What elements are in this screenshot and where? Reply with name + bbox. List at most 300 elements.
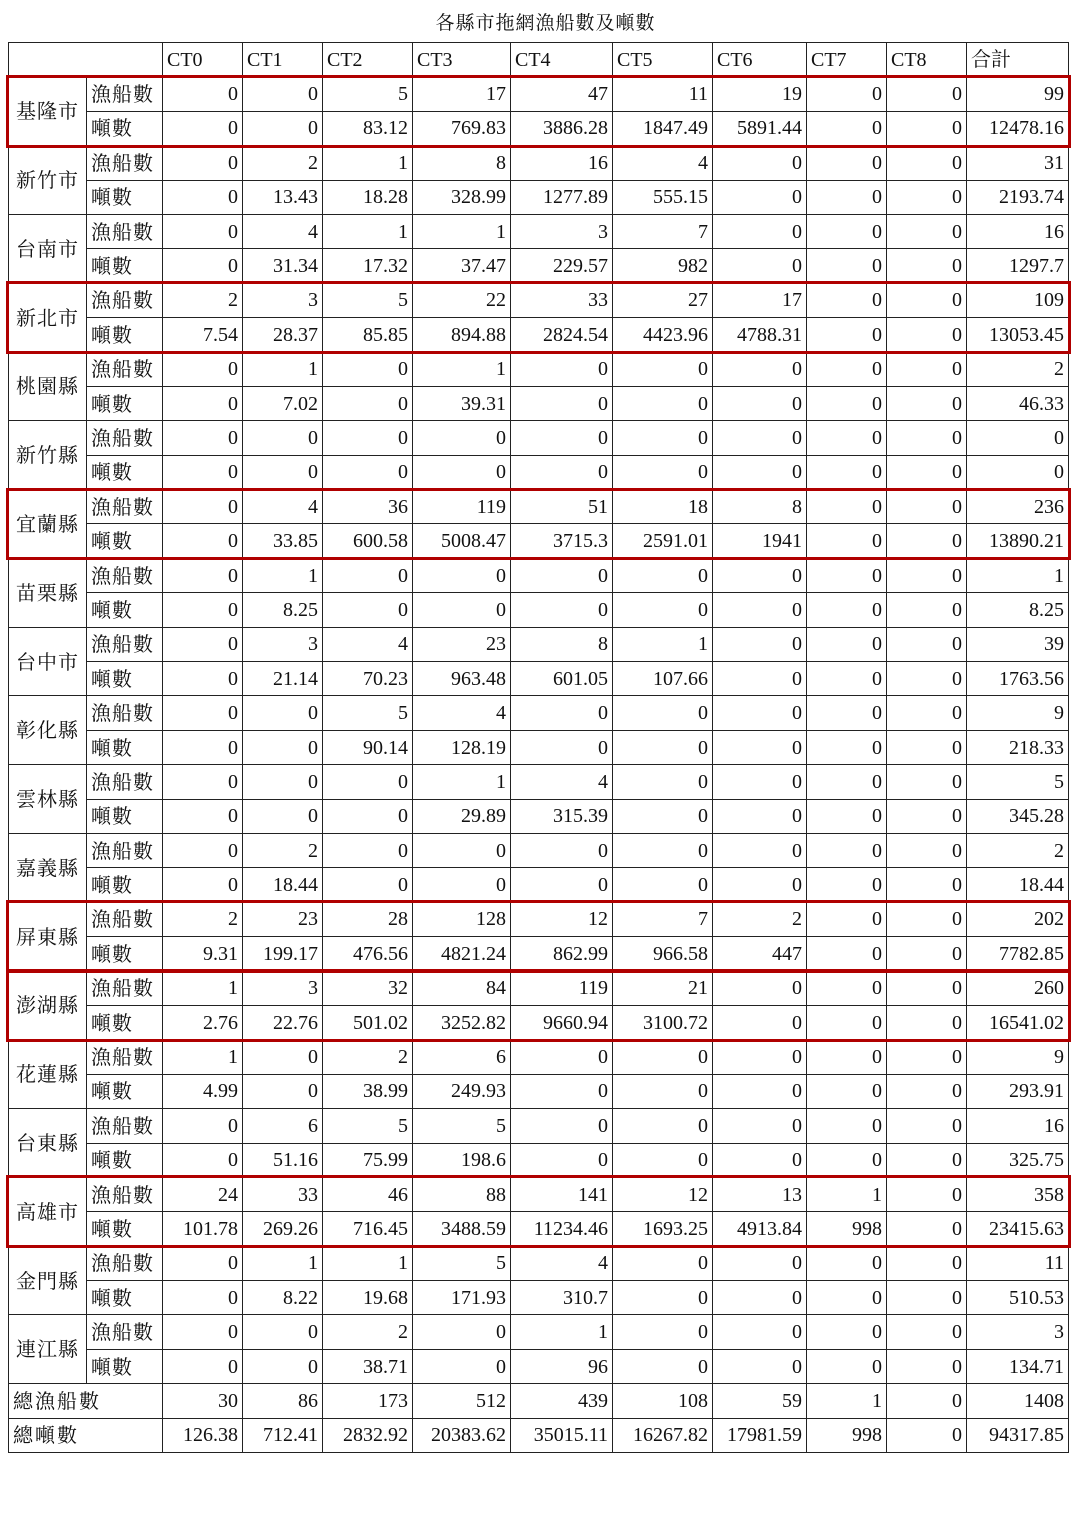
tonnage-cell: 0 <box>713 1281 807 1315</box>
tonnage-cell: 310.7 <box>511 1281 613 1315</box>
boat-count-cell: 51 <box>511 490 613 524</box>
tonnage-cell: 23415.63 <box>967 1212 1069 1246</box>
tonnage-cell: 2.76 <box>163 1005 243 1039</box>
tonnage-cell: 0 <box>323 455 413 489</box>
metric-label-boats: 漁船數 <box>87 833 163 867</box>
tonnage-cell: 0 <box>887 180 967 214</box>
county-name: 屏東縣 <box>9 902 87 971</box>
boat-count-cell: 23 <box>243 902 323 936</box>
tonnage-cell: 18.44 <box>967 868 1069 902</box>
boat-count-cell: 16 <box>967 214 1069 248</box>
boat-count-cell: 0 <box>613 765 713 799</box>
boat-count-cell: 4 <box>243 214 323 248</box>
boat-count-cell: 0 <box>323 765 413 799</box>
tonnage-cell: 0 <box>243 1349 323 1383</box>
table-row <box>9 214 1069 248</box>
tonnage-cell: 1941 <box>713 524 807 558</box>
tonnage-cell: 0 <box>511 868 613 902</box>
metric-label-tons: 噸數 <box>87 937 163 971</box>
column-header: CT3 <box>413 43 511 77</box>
tonnage-cell: 447 <box>713 937 807 971</box>
table-row <box>9 833 1069 867</box>
tonnage-cell: 51.16 <box>243 1143 323 1177</box>
column-header: CT2 <box>323 43 413 77</box>
metric-label-boats: 漁船數 <box>87 558 163 592</box>
tonnage-cell: 601.05 <box>511 662 613 696</box>
tonnage-cell: 0 <box>163 455 243 489</box>
boat-count-cell: 0 <box>887 1040 967 1074</box>
table-row <box>9 1281 1069 1315</box>
boat-count-cell: 8 <box>713 490 807 524</box>
tonnage-cell: 4.99 <box>163 1074 243 1108</box>
boat-count-cell: 0 <box>511 558 613 592</box>
table-row <box>9 77 1069 111</box>
total-cell: 512 <box>413 1384 511 1418</box>
metric-label-boats: 漁船數 <box>87 421 163 455</box>
tonnage-cell: 0 <box>613 1349 713 1383</box>
boat-count-cell: 12 <box>613 1177 713 1211</box>
county-name: 桃園縣 <box>9 352 87 421</box>
tonnage-cell: 13.43 <box>243 180 323 214</box>
tonnage-cell: 4423.96 <box>613 318 713 352</box>
tonnage-cell: 8.22 <box>243 1281 323 1315</box>
tonnage-cell: 37.47 <box>413 249 511 283</box>
tonnage-cell: 0 <box>613 593 713 627</box>
tonnage-cell: 0 <box>967 455 1069 489</box>
total-row <box>9 1384 1069 1418</box>
boat-count-cell: 0 <box>613 1109 713 1143</box>
boat-count-cell: 7 <box>613 902 713 936</box>
tonnage-cell: 0 <box>163 524 243 558</box>
tonnage-cell: 0 <box>713 1005 807 1039</box>
total-cell: 439 <box>511 1384 613 1418</box>
boat-count-cell: 0 <box>163 833 243 867</box>
table-row <box>9 1005 1069 1039</box>
column-header: CT8 <box>887 43 967 77</box>
metric-label-boats: 漁船數 <box>87 696 163 730</box>
metric-label-tons: 噸數 <box>87 662 163 696</box>
tonnage-cell: 0 <box>807 318 887 352</box>
tonnage-cell: 0 <box>887 662 967 696</box>
boat-count-cell: 358 <box>967 1177 1069 1211</box>
county-name: 連江縣 <box>9 1315 87 1384</box>
boat-count-cell: 1 <box>243 558 323 592</box>
metric-label-boats: 漁船數 <box>87 283 163 317</box>
boat-count-cell: 1 <box>323 214 413 248</box>
boat-count-cell: 260 <box>967 971 1069 1005</box>
boat-count-cell: 1 <box>807 1177 887 1211</box>
boat-count-cell: 36 <box>323 490 413 524</box>
tonnage-cell: 0 <box>243 111 323 145</box>
boat-count-cell: 1 <box>413 352 511 386</box>
column-header: CT7 <box>807 43 887 77</box>
tonnage-cell: 0 <box>163 180 243 214</box>
tonnage-cell: 0 <box>807 1143 887 1177</box>
tonnage-cell: 2824.54 <box>511 318 613 352</box>
boat-count-cell: 0 <box>807 146 887 180</box>
column-header: CT5 <box>613 43 713 77</box>
tonnage-cell: 199.17 <box>243 937 323 971</box>
boat-count-cell: 47 <box>511 77 613 111</box>
boat-count-cell: 0 <box>887 627 967 661</box>
boat-count-cell: 0 <box>807 421 887 455</box>
tonnage-cell: 0 <box>613 1143 713 1177</box>
tonnage-cell: 0 <box>613 868 713 902</box>
boat-count-cell: 1 <box>967 558 1069 592</box>
table-row <box>9 421 1069 455</box>
boat-count-cell: 1 <box>323 1246 413 1280</box>
boat-count-cell: 5 <box>323 283 413 317</box>
tonnage-cell: 0 <box>713 386 807 420</box>
column-header: CT1 <box>243 43 323 77</box>
boat-count-cell: 5 <box>413 1246 511 1280</box>
boat-count-cell: 32 <box>323 971 413 1005</box>
boat-count-cell: 0 <box>887 421 967 455</box>
table-row <box>9 1212 1069 1246</box>
boat-count-cell: 0 <box>163 490 243 524</box>
boat-count-cell: 46 <box>323 1177 413 1211</box>
boat-count-cell: 2 <box>243 146 323 180</box>
table-row <box>9 799 1069 833</box>
boat-count-cell: 16 <box>967 1109 1069 1143</box>
tonnage-cell: 4913.84 <box>713 1212 807 1246</box>
boat-count-cell: 0 <box>511 1040 613 1074</box>
tonnage-cell: 16541.02 <box>967 1005 1069 1039</box>
boat-count-cell: 0 <box>887 833 967 867</box>
tonnage-cell: 0 <box>887 318 967 352</box>
boat-count-cell: 31 <box>967 146 1069 180</box>
tonnage-cell: 85.85 <box>323 318 413 352</box>
boat-count-cell: 24 <box>163 1177 243 1211</box>
metric-label-tons: 噸數 <box>87 1143 163 1177</box>
tonnage-cell: 7782.85 <box>967 937 1069 971</box>
metric-label-tons: 噸數 <box>87 180 163 214</box>
tonnage-cell: 0 <box>713 799 807 833</box>
tonnage-cell: 315.39 <box>511 799 613 833</box>
tonnage-cell: 0 <box>807 730 887 764</box>
boat-count-cell: 0 <box>887 696 967 730</box>
tonnage-cell: 0 <box>163 1349 243 1383</box>
boat-count-cell: 0 <box>807 833 887 867</box>
boat-count-cell: 1 <box>243 352 323 386</box>
tonnage-cell: 3715.3 <box>511 524 613 558</box>
boat-count-cell: 0 <box>713 1246 807 1280</box>
tonnage-cell: 0 <box>887 799 967 833</box>
table-row <box>9 937 1069 971</box>
boat-count-cell: 0 <box>163 558 243 592</box>
metric-label-boats: 漁船數 <box>87 352 163 386</box>
column-header: CT6 <box>713 43 807 77</box>
tonnage-cell: 555.15 <box>613 180 713 214</box>
table-row <box>9 971 1069 1005</box>
boat-count-cell: 0 <box>807 490 887 524</box>
boat-count-cell: 0 <box>713 558 807 592</box>
boat-count-cell: 5 <box>323 77 413 111</box>
boat-count-cell: 0 <box>887 1177 967 1211</box>
boat-count-cell: 0 <box>807 902 887 936</box>
tonnage-cell: 8.25 <box>243 593 323 627</box>
boat-count-cell: 0 <box>163 352 243 386</box>
boat-count-cell: 0 <box>713 352 807 386</box>
tonnage-cell: 229.57 <box>511 249 613 283</box>
document-title: 各縣市拖網漁船數及噸數 <box>435 12 656 34</box>
county-name: 嘉義縣 <box>9 833 87 902</box>
total-cell: 173 <box>323 1384 413 1418</box>
tonnage-cell: 600.58 <box>323 524 413 558</box>
tonnage-cell: 33.85 <box>243 524 323 558</box>
tonnage-cell: 0 <box>163 662 243 696</box>
tonnage-cell: 0 <box>613 1074 713 1108</box>
boat-count-cell: 3 <box>243 627 323 661</box>
boat-count-cell: 1 <box>413 214 511 248</box>
tonnage-cell: 0 <box>807 524 887 558</box>
boat-count-cell: 39 <box>967 627 1069 661</box>
boat-count-cell: 0 <box>511 352 613 386</box>
total-cell: 0 <box>887 1384 967 1418</box>
boat-count-cell: 2 <box>163 902 243 936</box>
tonnage-cell: 0 <box>413 1349 511 1383</box>
county-name: 彰化縣 <box>9 696 87 765</box>
tonnage-cell: 1847.49 <box>613 111 713 145</box>
total-cell: 20383.62 <box>413 1418 511 1452</box>
boat-count-cell: 2 <box>323 1315 413 1349</box>
tonnage-cell: 716.45 <box>323 1212 413 1246</box>
table-row <box>9 386 1069 420</box>
tonnage-cell: 0 <box>323 593 413 627</box>
boat-count-cell: 0 <box>713 833 807 867</box>
boat-count-cell: 128 <box>413 902 511 936</box>
total-cell: 17981.59 <box>713 1418 807 1452</box>
tonnage-cell: 325.75 <box>967 1143 1069 1177</box>
boat-count-cell: 2 <box>967 352 1069 386</box>
metric-label-tons: 噸數 <box>87 524 163 558</box>
tonnage-cell: 0 <box>807 1281 887 1315</box>
tonnage-cell: 0 <box>887 455 967 489</box>
boat-count-cell: 0 <box>887 283 967 317</box>
tonnage-cell: 29.89 <box>413 799 511 833</box>
boat-count-cell: 0 <box>243 1040 323 1074</box>
county-name: 宜蘭縣 <box>9 490 87 559</box>
tonnage-cell: 101.78 <box>163 1212 243 1246</box>
tonnage-cell: 7.54 <box>163 318 243 352</box>
boat-count-cell: 119 <box>413 490 511 524</box>
tonnage-cell: 0 <box>807 386 887 420</box>
county-name: 新竹縣 <box>9 421 87 490</box>
tonnage-cell: 0 <box>713 455 807 489</box>
boat-count-cell: 0 <box>807 77 887 111</box>
total-cell: 94317.85 <box>967 1418 1069 1452</box>
boat-count-cell: 0 <box>807 971 887 1005</box>
tonnage-cell: 0 <box>613 730 713 764</box>
table-row <box>9 180 1069 214</box>
tonnage-cell: 0 <box>613 799 713 833</box>
table-row <box>9 249 1069 283</box>
boat-count-cell: 3 <box>511 214 613 248</box>
table-row <box>9 902 1069 936</box>
boat-count-cell: 0 <box>967 421 1069 455</box>
tonnage-cell: 19.68 <box>323 1281 413 1315</box>
metric-label-boats: 漁船數 <box>87 490 163 524</box>
boat-count-cell: 7 <box>613 214 713 248</box>
boat-count-cell: 0 <box>807 214 887 248</box>
boat-count-cell: 0 <box>163 1109 243 1143</box>
table-row <box>9 455 1069 489</box>
boat-count-cell: 5 <box>413 1109 511 1143</box>
boat-count-cell: 0 <box>323 352 413 386</box>
tonnage-cell: 0 <box>413 868 511 902</box>
tonnage-cell: 249.93 <box>413 1074 511 1108</box>
tonnage-cell: 4788.31 <box>713 318 807 352</box>
table-row <box>9 765 1069 799</box>
tonnage-cell: 0 <box>887 249 967 283</box>
boat-count-cell: 0 <box>163 1246 243 1280</box>
tonnage-cell: 0 <box>713 593 807 627</box>
tonnage-cell: 0 <box>613 455 713 489</box>
boat-count-cell: 0 <box>163 627 243 661</box>
boat-count-cell: 0 <box>413 558 511 592</box>
boat-count-cell: 0 <box>613 1246 713 1280</box>
boat-count-cell: 0 <box>413 833 511 867</box>
column-header: CT4 <box>511 43 613 77</box>
metric-label-tons: 噸數 <box>87 1281 163 1315</box>
boat-count-cell: 2 <box>243 833 323 867</box>
boat-count-cell: 0 <box>713 971 807 1005</box>
tonnage-cell: 0 <box>887 937 967 971</box>
boat-count-cell: 0 <box>511 696 613 730</box>
boat-count-cell: 0 <box>807 1040 887 1074</box>
tonnage-cell: 0 <box>413 455 511 489</box>
boat-count-cell: 21 <box>613 971 713 1005</box>
boat-count-cell: 0 <box>613 1040 713 1074</box>
boat-count-cell: 1 <box>163 1040 243 1074</box>
tonnage-cell: 0 <box>163 593 243 627</box>
boat-count-cell: 6 <box>413 1040 511 1074</box>
boat-count-cell: 0 <box>511 1109 613 1143</box>
boat-count-cell: 23 <box>413 627 511 661</box>
tonnage-cell: 0 <box>243 730 323 764</box>
column-header: CT0 <box>163 43 243 77</box>
boat-count-cell: 19 <box>713 77 807 111</box>
metric-label-tons: 噸數 <box>87 1005 163 1039</box>
tonnage-cell: 5008.47 <box>413 524 511 558</box>
boat-count-cell: 0 <box>163 421 243 455</box>
boat-count-cell: 0 <box>887 352 967 386</box>
tonnage-cell: 38.71 <box>323 1349 413 1383</box>
boat-count-cell: 0 <box>163 214 243 248</box>
tonnage-cell: 1297.7 <box>967 249 1069 283</box>
boat-count-cell: 4 <box>511 1246 613 1280</box>
boat-count-cell: 1 <box>511 1315 613 1349</box>
metric-label-boats: 漁船數 <box>87 146 163 180</box>
tonnage-cell: 0 <box>413 593 511 627</box>
tonnage-cell: 4821.24 <box>413 937 511 971</box>
tonnage-cell: 198.6 <box>413 1143 511 1177</box>
boat-count-cell: 0 <box>163 765 243 799</box>
boat-count-cell: 0 <box>243 1315 323 1349</box>
boat-count-cell: 0 <box>887 971 967 1005</box>
metric-label-tons: 噸數 <box>87 318 163 352</box>
tonnage-cell: 107.66 <box>613 662 713 696</box>
boat-count-cell: 0 <box>511 421 613 455</box>
boat-count-cell: 0 <box>613 352 713 386</box>
boat-count-cell: 88 <box>413 1177 511 1211</box>
tonnage-cell: 0 <box>163 730 243 764</box>
tonnage-cell: 18.44 <box>243 868 323 902</box>
boat-count-cell: 33 <box>243 1177 323 1211</box>
tonnage-cell: 0 <box>887 593 967 627</box>
boat-count-cell: 0 <box>713 627 807 661</box>
boat-count-cell: 0 <box>807 627 887 661</box>
total-row <box>9 1418 1069 1452</box>
tonnage-cell: 21.14 <box>243 662 323 696</box>
boat-count-cell: 0 <box>243 696 323 730</box>
total-cell: 998 <box>807 1418 887 1452</box>
tonnage-cell: 13053.45 <box>967 318 1069 352</box>
tonnage-cell: 0 <box>163 249 243 283</box>
boat-count-cell: 0 <box>887 77 967 111</box>
boat-count-cell: 0 <box>243 77 323 111</box>
county-name: 新北市 <box>9 283 87 352</box>
total-cell: 108 <box>613 1384 713 1418</box>
county-name: 基隆市 <box>9 77 87 146</box>
county-name: 澎湖縣 <box>9 971 87 1040</box>
tonnage-cell: 966.58 <box>613 937 713 971</box>
table-row <box>9 696 1069 730</box>
table-row <box>9 1349 1069 1383</box>
tonnage-cell: 0 <box>807 1349 887 1383</box>
metric-label-boats: 漁船數 <box>87 1040 163 1074</box>
tonnage-cell: 96 <box>511 1349 613 1383</box>
tonnage-cell: 134.71 <box>967 1349 1069 1383</box>
metric-label-boats: 漁船數 <box>87 971 163 1005</box>
tonnage-cell: 12478.16 <box>967 111 1069 145</box>
tonnage-cell: 2193.74 <box>967 180 1069 214</box>
boat-count-cell: 0 <box>713 1040 807 1074</box>
boat-count-cell: 0 <box>713 146 807 180</box>
boat-count-cell: 141 <box>511 1177 613 1211</box>
tonnage-cell: 0 <box>807 1005 887 1039</box>
boat-count-cell: 0 <box>323 833 413 867</box>
boat-count-cell: 16 <box>511 146 613 180</box>
boat-count-cell: 0 <box>713 765 807 799</box>
boat-count-cell: 17 <box>713 283 807 317</box>
tonnage-cell: 0 <box>887 1074 967 1108</box>
tonnage-cell: 269.26 <box>243 1212 323 1246</box>
boat-count-cell: 0 <box>713 696 807 730</box>
table-row <box>9 868 1069 902</box>
boat-count-cell: 4 <box>323 627 413 661</box>
tonnage-cell: 18.28 <box>323 180 413 214</box>
boat-count-cell: 202 <box>967 902 1069 936</box>
table-row <box>9 1143 1069 1177</box>
boat-count-cell: 0 <box>887 1315 967 1349</box>
metric-label-boats: 漁船數 <box>87 627 163 661</box>
tonnage-cell: 46.33 <box>967 386 1069 420</box>
tonnage-cell: 0 <box>163 386 243 420</box>
trawler-statistics-table <box>8 42 1069 1453</box>
boat-count-cell: 17 <box>413 77 511 111</box>
table-row <box>9 1315 1069 1349</box>
table-row <box>9 524 1069 558</box>
metric-label-tons: 噸數 <box>87 1074 163 1108</box>
tonnage-cell: 171.93 <box>413 1281 511 1315</box>
boat-count-cell: 109 <box>967 283 1069 317</box>
table-row <box>9 1177 1069 1211</box>
tonnage-cell: 0 <box>713 1143 807 1177</box>
table-row <box>9 318 1069 352</box>
boat-count-cell: 0 <box>613 696 713 730</box>
boat-count-cell: 6 <box>243 1109 323 1143</box>
